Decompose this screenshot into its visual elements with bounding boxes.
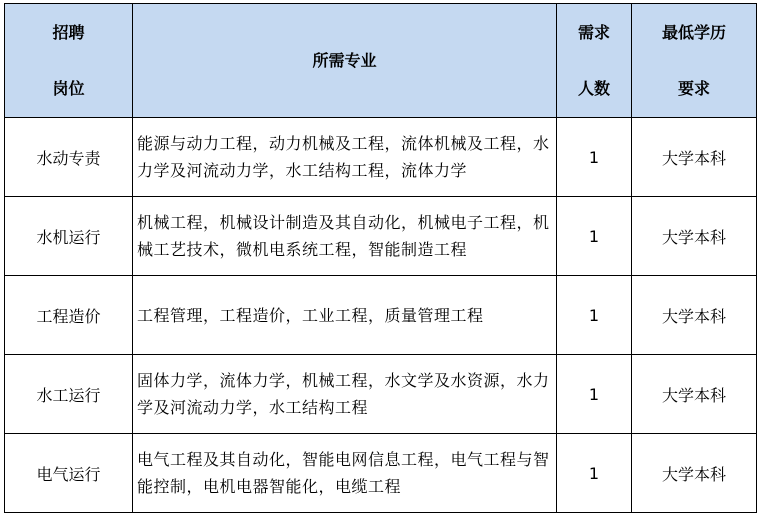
- education-cell: 大学本科: [632, 118, 757, 197]
- header-position-line2: 岗位: [52, 78, 85, 98]
- education-cell: 大学本科: [632, 434, 757, 513]
- count-cell: 1: [557, 197, 632, 276]
- header-position-line1: 招聘: [52, 22, 85, 42]
- major-cell: 机械工程，机械设计制造及其自动化，机械电子工程，机械工艺技术，微机电系统工程，智能制造工程: [133, 197, 557, 276]
- recruitment-table-container: [4, 3, 756, 521]
- position-cell: 水工运行: [5, 355, 133, 434]
- major-cell: 能源与动力工程，动力机械及工程，流体机械及工程，水力学及河流动力学，水工结构工程，流体力学: [133, 118, 557, 197]
- education-cell: 大学本科: [632, 276, 757, 355]
- education-cell: 大学本科: [632, 355, 757, 434]
- table-header-row: [5, 4, 757, 118]
- position-cell: 水动专责: [5, 118, 133, 197]
- header-count-line1: 需求: [577, 22, 610, 42]
- position-cell: 水机运行: [5, 197, 133, 276]
- header-education-line1: 最低学历: [661, 22, 726, 42]
- header-education: [632, 4, 757, 118]
- table-row: [5, 355, 757, 434]
- position-cell: 电气运行: [5, 434, 133, 513]
- header-major: 所需专业: [133, 4, 557, 118]
- position-cell: 工程造价: [5, 276, 133, 355]
- major-cell: 固体力学，流体力学，机械工程，水文学及水资源，水力学及河流动力学，水工结构工程: [133, 355, 557, 434]
- count-cell: 1: [557, 434, 632, 513]
- count-cell: 1: [557, 355, 632, 434]
- header-position: [5, 4, 133, 118]
- header-count: [557, 4, 632, 118]
- education-cell: 大学本科: [632, 197, 757, 276]
- table-row: [5, 434, 757, 513]
- count-cell: 1: [557, 276, 632, 355]
- major-cell: 工程管理，工程造价，工业工程，质量管理工程: [133, 276, 557, 355]
- table-row: [5, 276, 757, 355]
- table-row: [5, 118, 757, 197]
- header-count-line2: 人数: [577, 78, 610, 98]
- table-row: [5, 197, 757, 276]
- count-cell: 1: [557, 118, 632, 197]
- major-cell: 电气工程及其自动化，智能电网信息工程，电气工程与智能控制，电机电器智能化，电缆工程: [133, 434, 557, 513]
- header-education-line2: 要求: [677, 78, 710, 98]
- recruitment-table: [4, 3, 757, 513]
